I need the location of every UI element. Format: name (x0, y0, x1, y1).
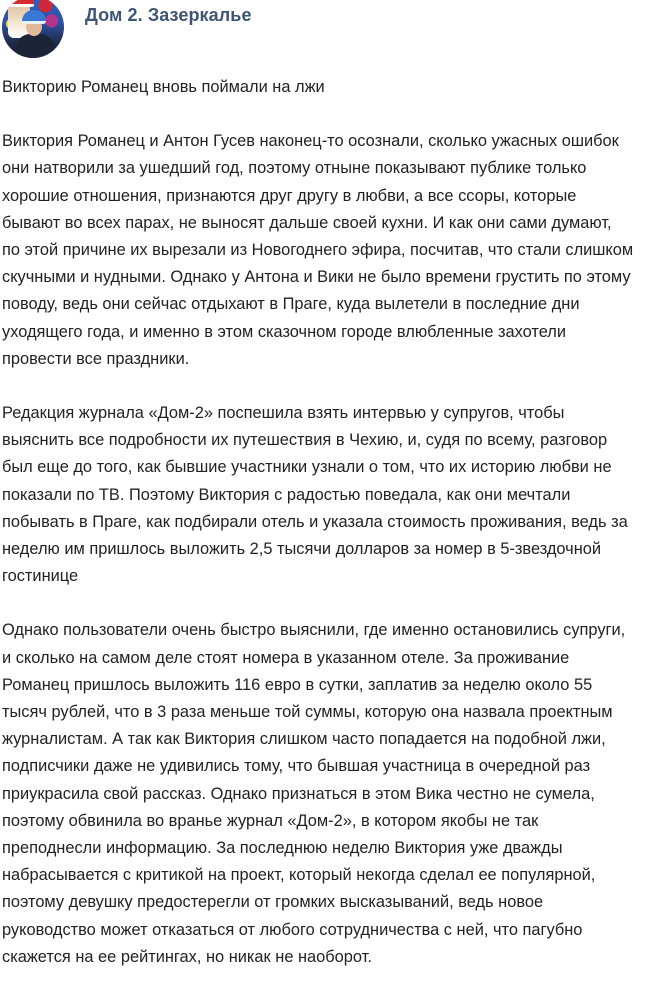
text-line: бывают во всех парах, не выносят дальше своей кухни. И как они сами думают, (2, 213, 612, 232)
text-line: скажется на ее рейтингах, но никак не наоборот. (2, 947, 372, 966)
text-line: скучными и нудными. Однако у Антона и Вики не было времени грустить по этому (2, 268, 631, 287)
post-headline (2, 74, 668, 101)
text-line: по этой причине их вырезали из Новогоднего эфира, посчитав, что стали слишком (2, 241, 634, 260)
text-line: Виктория Романец и Антон Гусев наконец-то осознали, сколько ужасных ошибок (2, 132, 619, 151)
text-line: Однако пользователи очень быстро выяснили, где именно остановились супруги, (2, 621, 626, 640)
text-line: был еще до того, как бывшие участники узнали о том, что их историю любви не (2, 458, 612, 477)
text-line: они натворили за ушедший год, поэтому отныне показывают публике только (2, 159, 587, 178)
text-line: провести все праздники. (2, 349, 190, 368)
text-line: выяснить все подробности их путешествия в Чехию, и, судя по всему, разговор (2, 431, 608, 450)
text-line: журналистам. А так как Виктория слишком часто попадается на подобной лжи, (2, 730, 606, 749)
text-line: хорошие отношения, признаются друг другу в любви, а все ссоры, которые (2, 186, 577, 205)
avatar-figure-suit (16, 34, 54, 58)
text-line: Романец пришлось выложить 116 евро в сутки, заплатив за неделю около 55 (2, 675, 593, 694)
text-line: тысяч рублей, что в 3 раза меньше той суммы, которую она назвала проектным (2, 703, 613, 722)
text-line: преподнесли информацию. За последнюю неделю Виктория уже дважды (2, 839, 563, 858)
post-body (2, 74, 668, 998)
text-line: набрасывается с критикой на проект, который некогда сделал ее популярной, (2, 866, 596, 885)
blue-santa-hat-icon (22, 10, 46, 24)
text-line: поэтому девушку предостерегли от громких высказываний, ведь новое (2, 893, 544, 912)
paragraph-3 (2, 617, 668, 971)
text-line: неделю им пришлось выложить 2,5 тысячи долларов за номер в 5-звездочной (2, 540, 602, 559)
text-line: подписчики даже не удивились тому, что бывшая участница в очередной раз (2, 757, 591, 776)
paragraph-1 (2, 128, 668, 373)
text-line: приукрасила свой рассказ. Однако признаться в этом Вика честно не сумела, (2, 784, 595, 803)
text-line: и сколько на самом деле стоят номера в указанном отеле. За проживание (2, 648, 570, 667)
santa-hat-icon (10, 0, 34, 7)
text-line: показали по ТВ. Поэтому Виктория с радостью поведала, как они мечтали (2, 485, 571, 504)
group-name-link[interactable]: Дом 2. Зазеркалье (85, 5, 252, 25)
text-line: руководство может отказаться от любого сотрудничества с ней, что пагубно (2, 920, 583, 939)
post-header (0, 0, 670, 62)
headline-text: Викторию Романец вновь поймали на лжи (2, 78, 325, 96)
paragraph-2 (2, 400, 668, 590)
text-line: Редакция журнала «Дом-2» поспешила взять интервью у супругов, чтобы (2, 404, 565, 423)
text-line: уходящего года, и именно в этом сказочном городе влюбленные захотели (2, 322, 567, 341)
group-avatar[interactable] (2, 0, 64, 58)
text-line: поводу, ведь они сейчас отдыхают в Праге, куда вылетели в последние дни (2, 295, 580, 314)
text-line: гостинице (2, 567, 79, 586)
text-line: поэтому обвинила во вранье журнал «Дом-2», в котором якобы не так (2, 811, 539, 830)
text-line: побывать в Праге, как подбирали отель и указала стоимость проживания, ведь за (2, 512, 628, 531)
